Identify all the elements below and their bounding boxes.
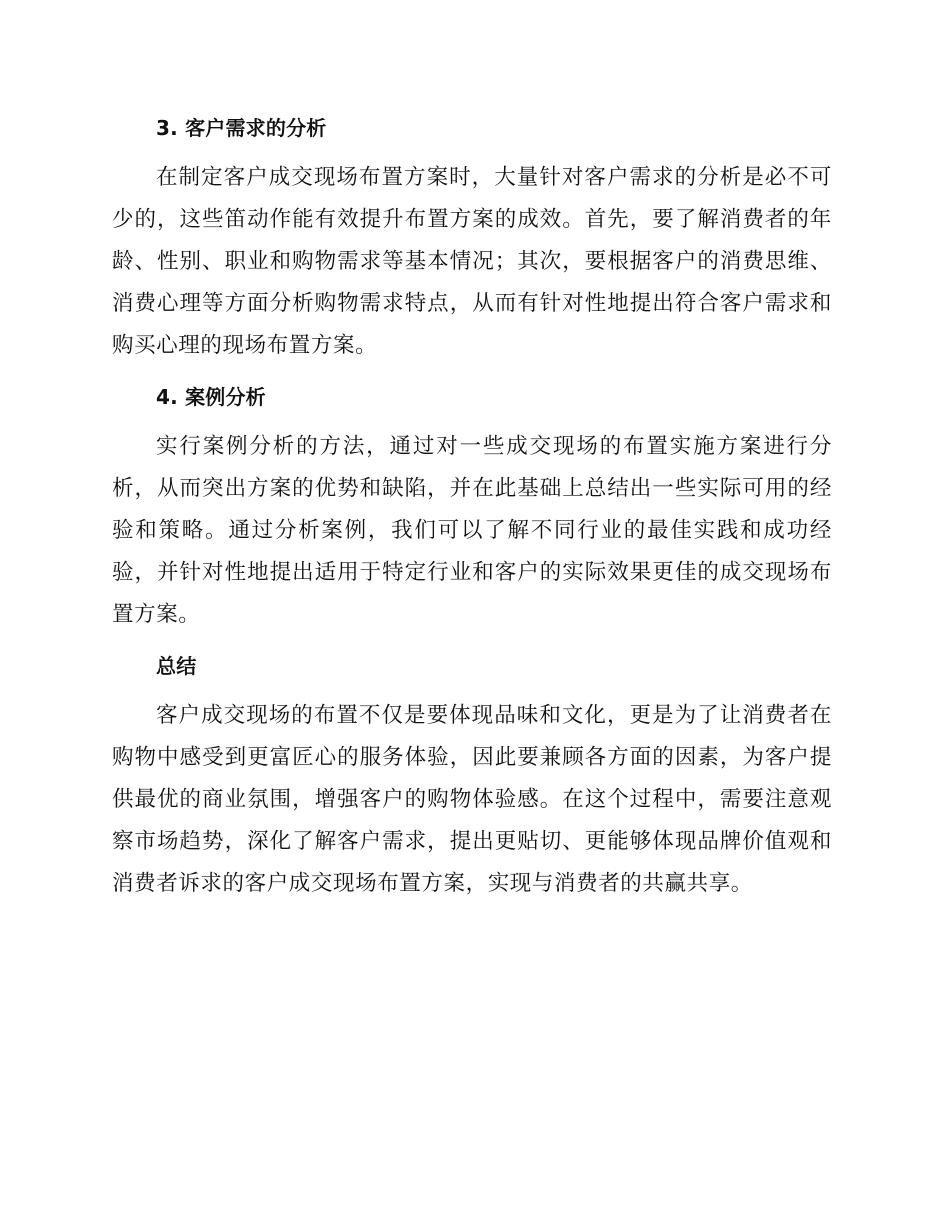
section-heading-summary: 总结: [156, 654, 197, 678]
section-heading-case-analysis: 4. 案例分析: [156, 385, 266, 409]
section-paragraph-customer-needs: 在制定客户成交现场布置方案时，大量针对客户需求的分析是必不可少的，这些笛动作能有效提升布置方案的成效。首先，要了解消费者的年龄、性别、职业和购物需求等基本情况；其次，要根据客户的消费思维、消费心理等方面分析购物需求特点，从而有针对性地提出符合客户需求和购买心理的现场布置方案。: [112, 165, 832, 358]
section-heading-customer-needs: 3. 客户需求的分析: [156, 116, 327, 140]
document-page: [112, 108, 832, 907]
section-paragraph-summary: 客户成交现场的布置不仅是要体现品味和文化，更是为了让消费者在购物中感受到更富匠心的服务体验，因此要兼顾各方面的因素，为客户提供最优的商业氛围，增强客户的购物体验感。在这个过程中，需要注意观察市场趋势，深化了解客户需求，提出更贴切、更能够体现品牌价值观和消费者诉求的客户成交现场布置方案，实现与消费者的共赢共享。: [112, 703, 832, 896]
section-paragraph-case-analysis: 实行案例分析的方法，通过对一些成交现场的布置实施方案进行分析，从而突出方案的优势和缺陷，并在此基础上总结出一些实际可用的经验和策略。通过分析案例，我们可以了解不同行业的最佳实践和成功经验，并针对性地提出适用于特定行业和客户的实际效果更佳的成交现场布置方案。: [112, 434, 832, 627]
